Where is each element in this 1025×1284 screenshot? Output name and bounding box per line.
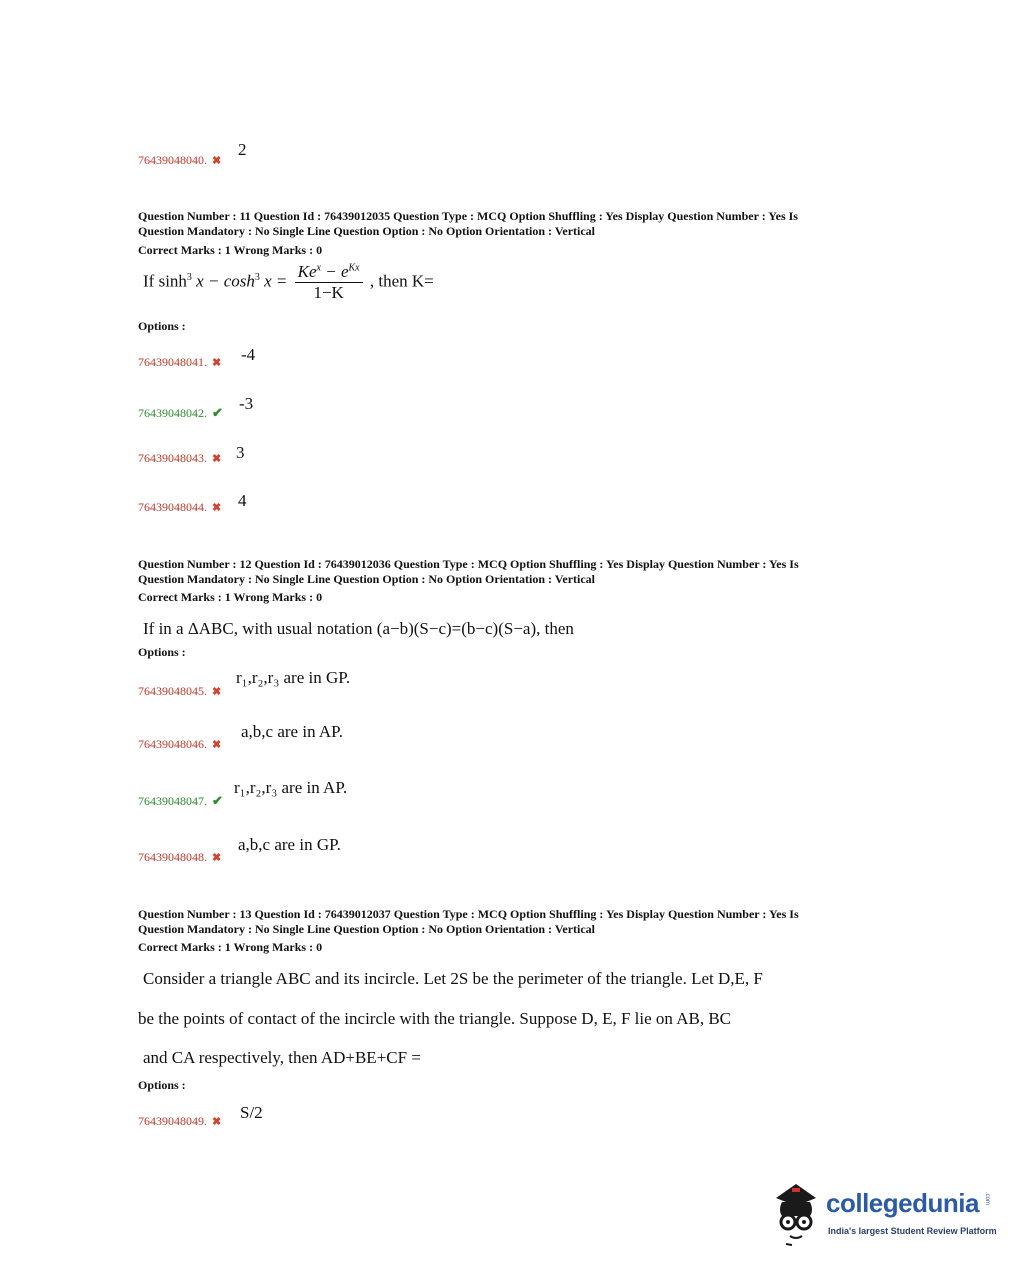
option-id: 76439048043. ✖ [138, 451, 222, 465]
options-label: Options : [138, 319, 186, 333]
option-id: 76439048040. ✖ [138, 153, 222, 167]
option-id: 76439048042. ✔ [138, 405, 223, 420]
option-id: 76439048048. ✖ [138, 850, 222, 864]
option-id: 76439048046. ✖ [138, 737, 222, 751]
option-value: 2 [238, 140, 247, 159]
question-text-line: be the points of contact of the incircle with the triangle. Suppose D, E, F lie on AB, BC [138, 1009, 732, 1028]
fraction: $\frac{Ke^x - e^{Kx}}{1-K}$ [295, 262, 363, 303]
question-marks: Correct Marks : 1 Wrong Marks : 0 [138, 940, 323, 954]
option-value: -4 [241, 345, 256, 364]
question-meta: Question Number : 11 Question Id : 76439012035 Question Type : MCQ Option Shuffling : Yes Display Question Number : Yes Is Question Mandatory : No Single Line Question Option : No Option Orientation : Vertical [138, 209, 798, 238]
wrong-mark-icon: ✖ [212, 686, 222, 698]
wrong-mark-icon: ✖ [212, 739, 222, 751]
options-label: Options : [138, 645, 186, 659]
wrong-mark-icon: ✖ [212, 502, 222, 514]
wrong-mark-icon: ✖ [212, 453, 222, 465]
collegedunia-logo [768, 1180, 998, 1250]
logo-suffix: .com [984, 1192, 990, 1206]
option-value: S/2 [240, 1103, 263, 1122]
question-text: If $\sinh^3 x - \cosh^3 x$ = $\frac{Ke^x - e^{Kx}}{1-K}$ , then K= [143, 262, 434, 302]
option-value: a,b,c are in GP. [238, 835, 341, 854]
question-meta: Question Number : 13 Question Id : 76439012037 Question Type : MCQ Option Shuffling : Yes Display Question Number : Yes Is Question Mandatory : No Single Line Question Option : No Option Orientation : Vertical [138, 907, 799, 936]
options-label: Options : [138, 1078, 186, 1092]
question-text: If in a ΔABC, with usual notation (a−b)(S−c)=(b−c)(S−a), then [143, 619, 574, 638]
option-value: a,b,c are in AP. [241, 722, 343, 741]
check-mark-icon: ✔ [212, 405, 223, 420]
check-mark-icon: ✔ [212, 793, 223, 808]
option-id: 76439048045. ✖ [138, 684, 222, 698]
option-value: 3 [236, 443, 245, 462]
question-text-line: and CA respectively, then AD+BE+CF = [143, 1048, 421, 1067]
option-id: 76439048041. ✖ [138, 355, 222, 369]
option-id: 76439048049. ✖ [138, 1114, 222, 1128]
logo-name: collegedunia [826, 1188, 979, 1218]
question-text-line: Consider a triangle ABC and its incircle. Let 2S be the perimeter of the triangle. Let D,E, F [143, 969, 763, 988]
question-marks: Correct Marks : 1 Wrong Marks : 0 [138, 243, 323, 257]
wrong-mark-icon: ✖ [212, 1116, 222, 1128]
wrong-mark-icon: ✖ [212, 155, 222, 167]
option-value: r₁,r₂,r₃ are in GP. [236, 668, 351, 687]
option-id: 76439048044. ✖ [138, 500, 222, 514]
option-value: r₁,r₂,r₃ are in AP. [234, 778, 348, 797]
logo-tagline: India's largest Student Review Platform [828, 1226, 997, 1236]
wrong-mark-icon: ✖ [212, 852, 222, 864]
option-value: -3 [239, 394, 254, 413]
question-marks: Correct Marks : 1 Wrong Marks : 0 [138, 590, 323, 604]
option-id: 76439048047. ✔ [138, 793, 223, 808]
question-meta: Question Number : 12 Question Id : 76439012036 Question Type : MCQ Option Shuffling : Yes Display Question Number : Yes Is Question Mandatory : No Single Line Question Option : No Option Orientation : Vertical [138, 557, 799, 586]
mascot-icon [768, 1180, 824, 1250]
wrong-mark-icon: ✖ [212, 357, 222, 369]
option-value: 4 [238, 491, 247, 510]
